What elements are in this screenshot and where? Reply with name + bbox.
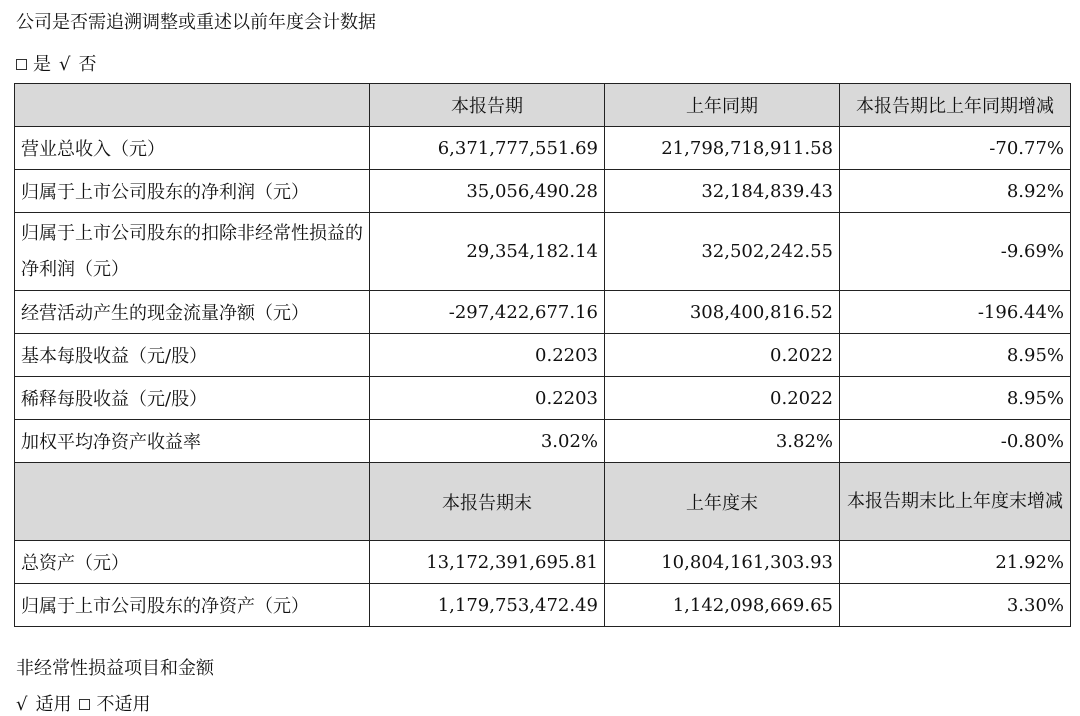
row-label: 稀释每股收益（元/股） [15, 377, 370, 420]
cell-prior: 0.2022 [605, 377, 840, 420]
table-row [15, 420, 1071, 463]
table-row [15, 127, 1071, 170]
row-label: 经营活动产生的现金流量净额（元） [15, 291, 370, 334]
table-row [15, 334, 1071, 377]
cell-prior: 32,502,242.55 [605, 213, 840, 291]
checkbox-icon [16, 59, 27, 70]
not-applicable-label: 不适用 [96, 694, 151, 715]
cell-current: 1,179,753,472.49 [370, 584, 605, 627]
cell-current: 29,354,182.14 [370, 213, 605, 291]
header-corner-cell [15, 463, 370, 541]
cell-change: 21.92% [840, 541, 1071, 584]
row-label: 归属于上市公司股东的净利润（元） [15, 170, 370, 213]
question-text: 公司是否需追溯调整或重述以前年度会计数据 [16, 12, 376, 33]
row-label: 归属于上市公司股东的扣除非经常性损益的净利润（元） [15, 213, 370, 291]
option-yes-label: 是 [33, 54, 51, 75]
table-row [15, 291, 1071, 334]
check-mark: √ [59, 54, 71, 75]
table-header-row [15, 463, 1071, 541]
table-row [15, 584, 1071, 627]
cell-change: -9.69% [840, 213, 1071, 291]
header-cell: 本报告期比上年同期增减 [840, 84, 1071, 127]
option-no-label: 否 [78, 54, 97, 75]
cell-prior: 308,400,816.52 [605, 291, 840, 334]
row-label: 总资产（元） [15, 541, 370, 584]
cell-change: -196.44% [840, 291, 1071, 334]
cell-current: 0.2203 [370, 377, 605, 420]
cell-change: 8.95% [840, 377, 1071, 420]
cell-change: 3.30% [840, 584, 1071, 627]
header-cell: 本报告期末 [370, 463, 605, 541]
table-row [15, 541, 1071, 584]
cell-prior: 1,142,098,669.65 [605, 584, 840, 627]
nonrecurring-title: 非经常性损益项目和金额 [16, 658, 214, 679]
header-corner-cell [15, 84, 370, 127]
table-header-row [15, 84, 1071, 127]
row-label: 归属于上市公司股东的净资产（元） [15, 584, 370, 627]
restatement-options [16, 50, 96, 76]
cell-current: 3.02% [370, 420, 605, 463]
row-label: 加权平均净资产收益率 [15, 420, 370, 463]
applicable-label: 适用 [35, 694, 72, 715]
cell-prior: 3.82% [605, 420, 840, 463]
cell-change: -0.80% [840, 420, 1071, 463]
cell-change: 8.95% [840, 334, 1071, 377]
cell-prior: 32,184,839.43 [605, 170, 840, 213]
cell-change: 8.92% [840, 170, 1071, 213]
check-mark: √ [16, 694, 28, 715]
cell-current: 35,056,490.28 [370, 170, 605, 213]
row-label: 营业总收入（元） [15, 127, 370, 170]
applicable-options [16, 690, 150, 716]
header-cell: 上年同期 [605, 84, 840, 127]
header-cell: 本报告期 [370, 84, 605, 127]
header-cell: 本报告期末比上年度末增减 [840, 463, 1071, 541]
table-row [15, 170, 1071, 213]
checkbox-icon [79, 699, 90, 710]
table-row [15, 213, 1071, 291]
cell-prior: 10,804,161,303.93 [605, 541, 840, 584]
cell-current: -297,422,677.16 [370, 291, 605, 334]
cell-current: 13,172,391,695.81 [370, 541, 605, 584]
cell-prior: 0.2022 [605, 334, 840, 377]
cell-current: 0.2203 [370, 334, 605, 377]
table-row [15, 377, 1071, 420]
row-label: 基本每股收益（元/股） [15, 334, 370, 377]
cell-change: -70.77% [840, 127, 1071, 170]
cell-prior: 21,798,718,911.58 [605, 127, 840, 170]
header-cell: 上年度末 [605, 463, 840, 541]
financial-data-table [14, 83, 1071, 627]
cell-current: 6,371,777,551.69 [370, 127, 605, 170]
